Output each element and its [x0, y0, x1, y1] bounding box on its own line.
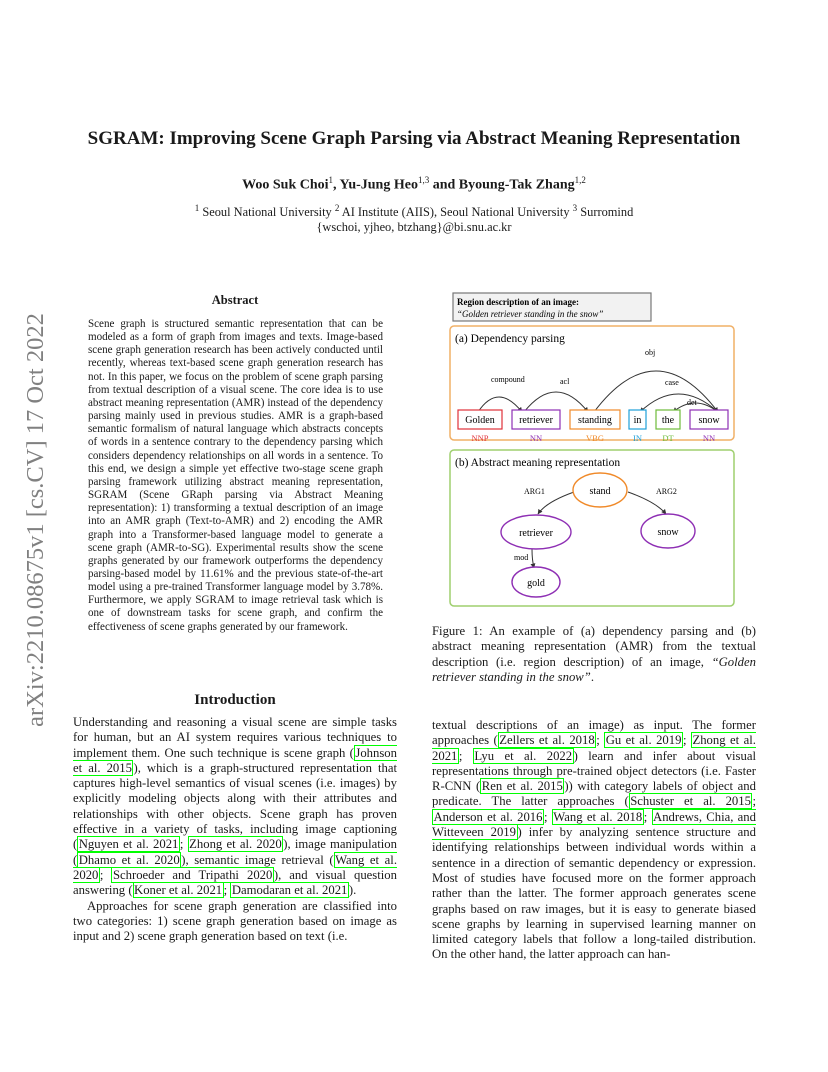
dep-word: standing: [578, 415, 612, 426]
paragraph: [73, 899, 397, 945]
dep-word: Golden: [465, 415, 495, 426]
text-run: ).: [348, 883, 357, 898]
citation-link[interactable]: Andrews, Chia, and Witteveen 2019: [432, 809, 756, 840]
right-column-body: [432, 718, 756, 963]
affil-sup: 2: [334, 203, 340, 213]
dep-word: in: [633, 415, 642, 426]
text-run: ), which is a graph-structured representation that captures high-level semantics of visual scenes (i.e. images) by explicitly modeling objects along with their attributes and relationships with other objects. Scene graph has proven effective in a variety of tasks, including image captioning (: [73, 760, 397, 852]
amr-node-label: stand: [589, 486, 611, 497]
amr-edge-label: ARG2: [656, 487, 677, 496]
dep-label-compound: compound: [491, 375, 525, 384]
dep-word: snow: [698, 415, 720, 426]
dep-arc-obj: [594, 371, 718, 412]
author-affil-sup: 1,3: [417, 175, 430, 185]
author-affil-sup: 1: [328, 175, 334, 185]
citation-link[interactable]: Koner et al. 2021: [134, 883, 223, 898]
dep-label-obj: obj: [645, 348, 656, 357]
dep-pos-tag: IN: [633, 433, 642, 443]
author-separator: ,: [333, 177, 340, 193]
amr-edge-mod: [532, 549, 534, 568]
author-name: Byoung-Tak Zhang: [458, 177, 575, 193]
citation-link[interactable]: Schroeder and Tripathi 2020: [112, 867, 273, 882]
text-run: )) with category labels of object and predicate. The latter approaches (: [432, 779, 756, 809]
citation-link[interactable]: Gu et al. 2019: [605, 733, 682, 748]
dep-arc-acl: [524, 392, 588, 412]
dep-label-det: det: [687, 398, 697, 407]
citation-link[interactable]: Anderson et al. 2016: [433, 809, 543, 824]
amr-edge-label: ARG1: [524, 487, 545, 496]
amr-edge-label: mod: [514, 553, 529, 562]
citation-link[interactable]: Damodaran et al. 2021: [231, 883, 348, 898]
citation-link[interactable]: Lyu et al. 2022: [474, 748, 573, 763]
text-run: ) learn and infer about visual representations through pre-trained object detectors (i.e. Faster R-CNN (: [432, 748, 756, 794]
abstract-text: Scene graph is structured semantic representation that can be modeled as a form of graph from images and texts. Image-based scene graph generation research has been actively conducted until recently, whereas text-based scene graph generation research has not. In this paper, we focus on the problem of scene graph parsing from textual description of a visual scene. The core idea is to use abstract meaning representation (AMR) instead of the dependency parsing mainly used in previous studies. AMR is a graph-based semantic formalism of natural language which abstracts concepts of words in a sentence contrary to the dependency parsing which considers dependency relationships on all words in a sentence. To this end, we design a simple yet effective two-stage scene graph parsing framework utilizing abstract meaning representation, SGRAM (Scene GRaph parsing via Abstract Meaning representation): 1) transforming a textual description of an image into an AMR graph (Text-to-AMR) and 2) encoding the AMR graph into a Transformer-based language model to generate a scene graph (AMR-to-SG). Experimental results show the scene graphs generated by our framework outperforms the dependency parsing-based model by 11.61% and the previous state-of-the-art model using a pre-trained Transformer language model by 3.78%. Furthermore, we apply SGRAM to image retrieval task which is one of downstream tasks for scene graph, and confirm the effectiveness of scene graphs generated by our framework.: [88, 318, 383, 633]
dep-word: the: [661, 415, 675, 426]
figure-1: [446, 290, 738, 608]
affiliation-2: AI Institute (AIIS), Seoul National University: [339, 205, 573, 220]
introduction-body: [73, 715, 397, 944]
text-run: ;: [752, 794, 756, 809]
citation-link[interactable]: Ren et al. 2015: [481, 779, 563, 794]
author-list: [0, 175, 828, 194]
text-run: ;: [179, 837, 188, 852]
dep-label-acl: acl: [560, 377, 570, 386]
citation-link[interactable]: Wang et al. 2020: [73, 852, 398, 882]
author-separator: and: [429, 177, 459, 193]
text-run: Understanding and reasoning a visual scene are simple tasks for human, but an AI system requires various techniques to implement them. One such technique is scene graph (: [73, 715, 397, 760]
affiliation-1: Seoul National University: [199, 205, 335, 220]
dep-pos-tag: NN: [529, 433, 543, 443]
affiliations: [0, 201, 828, 235]
text-run: ;: [544, 809, 552, 824]
figure-1-diagram: [446, 290, 738, 608]
caption-text: Figure 1: An example of (a) dependency parsing and (b) abstract meaning representation (AMR) from the textual description (i.e. region description) of an image,: [432, 624, 756, 669]
amr-node-label: gold: [527, 578, 545, 589]
dep-word: retriever: [519, 415, 553, 426]
panel-b-title: (b) Abstract meaning representation: [455, 457, 621, 469]
arxiv-stamp-text: arXiv:2210.08675v1 [cs.CV] 17 Oct 2022: [22, 313, 49, 727]
citation-link[interactable]: Johnson et al. 2015: [73, 745, 397, 775]
dep-pos-tag: VBG: [586, 433, 604, 443]
text-run: ;: [458, 748, 473, 763]
paragraph: [73, 715, 397, 899]
dep-pos-tag: NNP: [471, 433, 489, 443]
text-run: ;: [682, 733, 691, 748]
dep-arc-case: [640, 394, 718, 412]
dep-pos-tag: DT: [662, 433, 674, 443]
author-emails: {wschoi, yjheo, btzhang}@bi.snu.ac.kr: [316, 220, 512, 235]
affiliation-3: Surromind: [577, 205, 634, 220]
paragraph: [432, 718, 756, 963]
citation-link[interactable]: Nguyen et al. 2021: [78, 837, 179, 852]
text-run: ;: [643, 809, 652, 824]
amr-node-label: snow: [657, 527, 679, 538]
author-name: Woo Suk Choi: [242, 177, 329, 193]
introduction-heading: Introduction: [194, 692, 276, 708]
author-name: Yu-Jung Heo: [339, 177, 418, 193]
dep-pos-tag: NN: [702, 433, 716, 443]
paper-title: SGRAM: Improving Scene Graph Parsing via Abstract Meaning Representation: [87, 128, 741, 149]
text-run: textual descriptions of an image) as input. The former approaches (: [432, 718, 756, 748]
text-run: ;: [99, 867, 112, 882]
region-box-title: Region description of an image:: [457, 297, 579, 307]
figure-1-caption: [432, 624, 756, 685]
region-box-text: “Golden retriever standing in the snow”: [457, 309, 604, 319]
citation-link[interactable]: Schuster et al. 2015: [630, 794, 751, 809]
text-run: ;: [223, 883, 231, 898]
affil-sup: 1: [194, 203, 200, 213]
abstract-heading: Abstract: [211, 293, 259, 307]
citation-link[interactable]: Zhong et al. 2021: [432, 733, 756, 763]
text-run: ;: [596, 733, 605, 748]
panel-a-title: (a) Dependency parsing: [455, 333, 565, 345]
affiliation-line: [0, 201, 828, 220]
text-run: ) infer by analyzing sentence structure and identifying relationships between individual words within a sentence in a direction of semantic dependency or expression. Most of studies have focused more on the former approach rather than the latter. The former approach generates scene graphs based on raw images, but it is easy to generate biased scene graphs by learning in supervised learning manner on limited category labels that follow a long-tailed distribution. On the other hand, the latter approach can han-: [432, 825, 756, 962]
citation-link[interactable]: Wang et al. 2018: [553, 809, 643, 824]
citation-link[interactable]: Zhong et al. 2020: [189, 837, 282, 852]
dep-label-case: case: [665, 378, 679, 387]
citation-link[interactable]: Dhamo et al. 2020: [78, 852, 180, 867]
text-run: ), image manipulation (: [73, 837, 397, 867]
caption-italic: “Golden retriever standing in the snow”: [432, 654, 756, 684]
amr-node-label: retriever: [519, 528, 553, 539]
citation-link[interactable]: Zellers et al. 2018: [499, 733, 595, 748]
caption-end: .: [590, 669, 594, 684]
text-run: Approaches for scene graph generation are classified into two categories: 1) scene graph generation based on image as input and 2) scene graph generation based on text (i.e.: [73, 898, 397, 944]
author-affil-sup: 1,2: [574, 175, 586, 185]
text-run: ), semantic image retrieval (: [181, 852, 334, 867]
text-run: ), and visual question answering (: [73, 867, 397, 898]
affil-sup: 3: [572, 203, 578, 213]
